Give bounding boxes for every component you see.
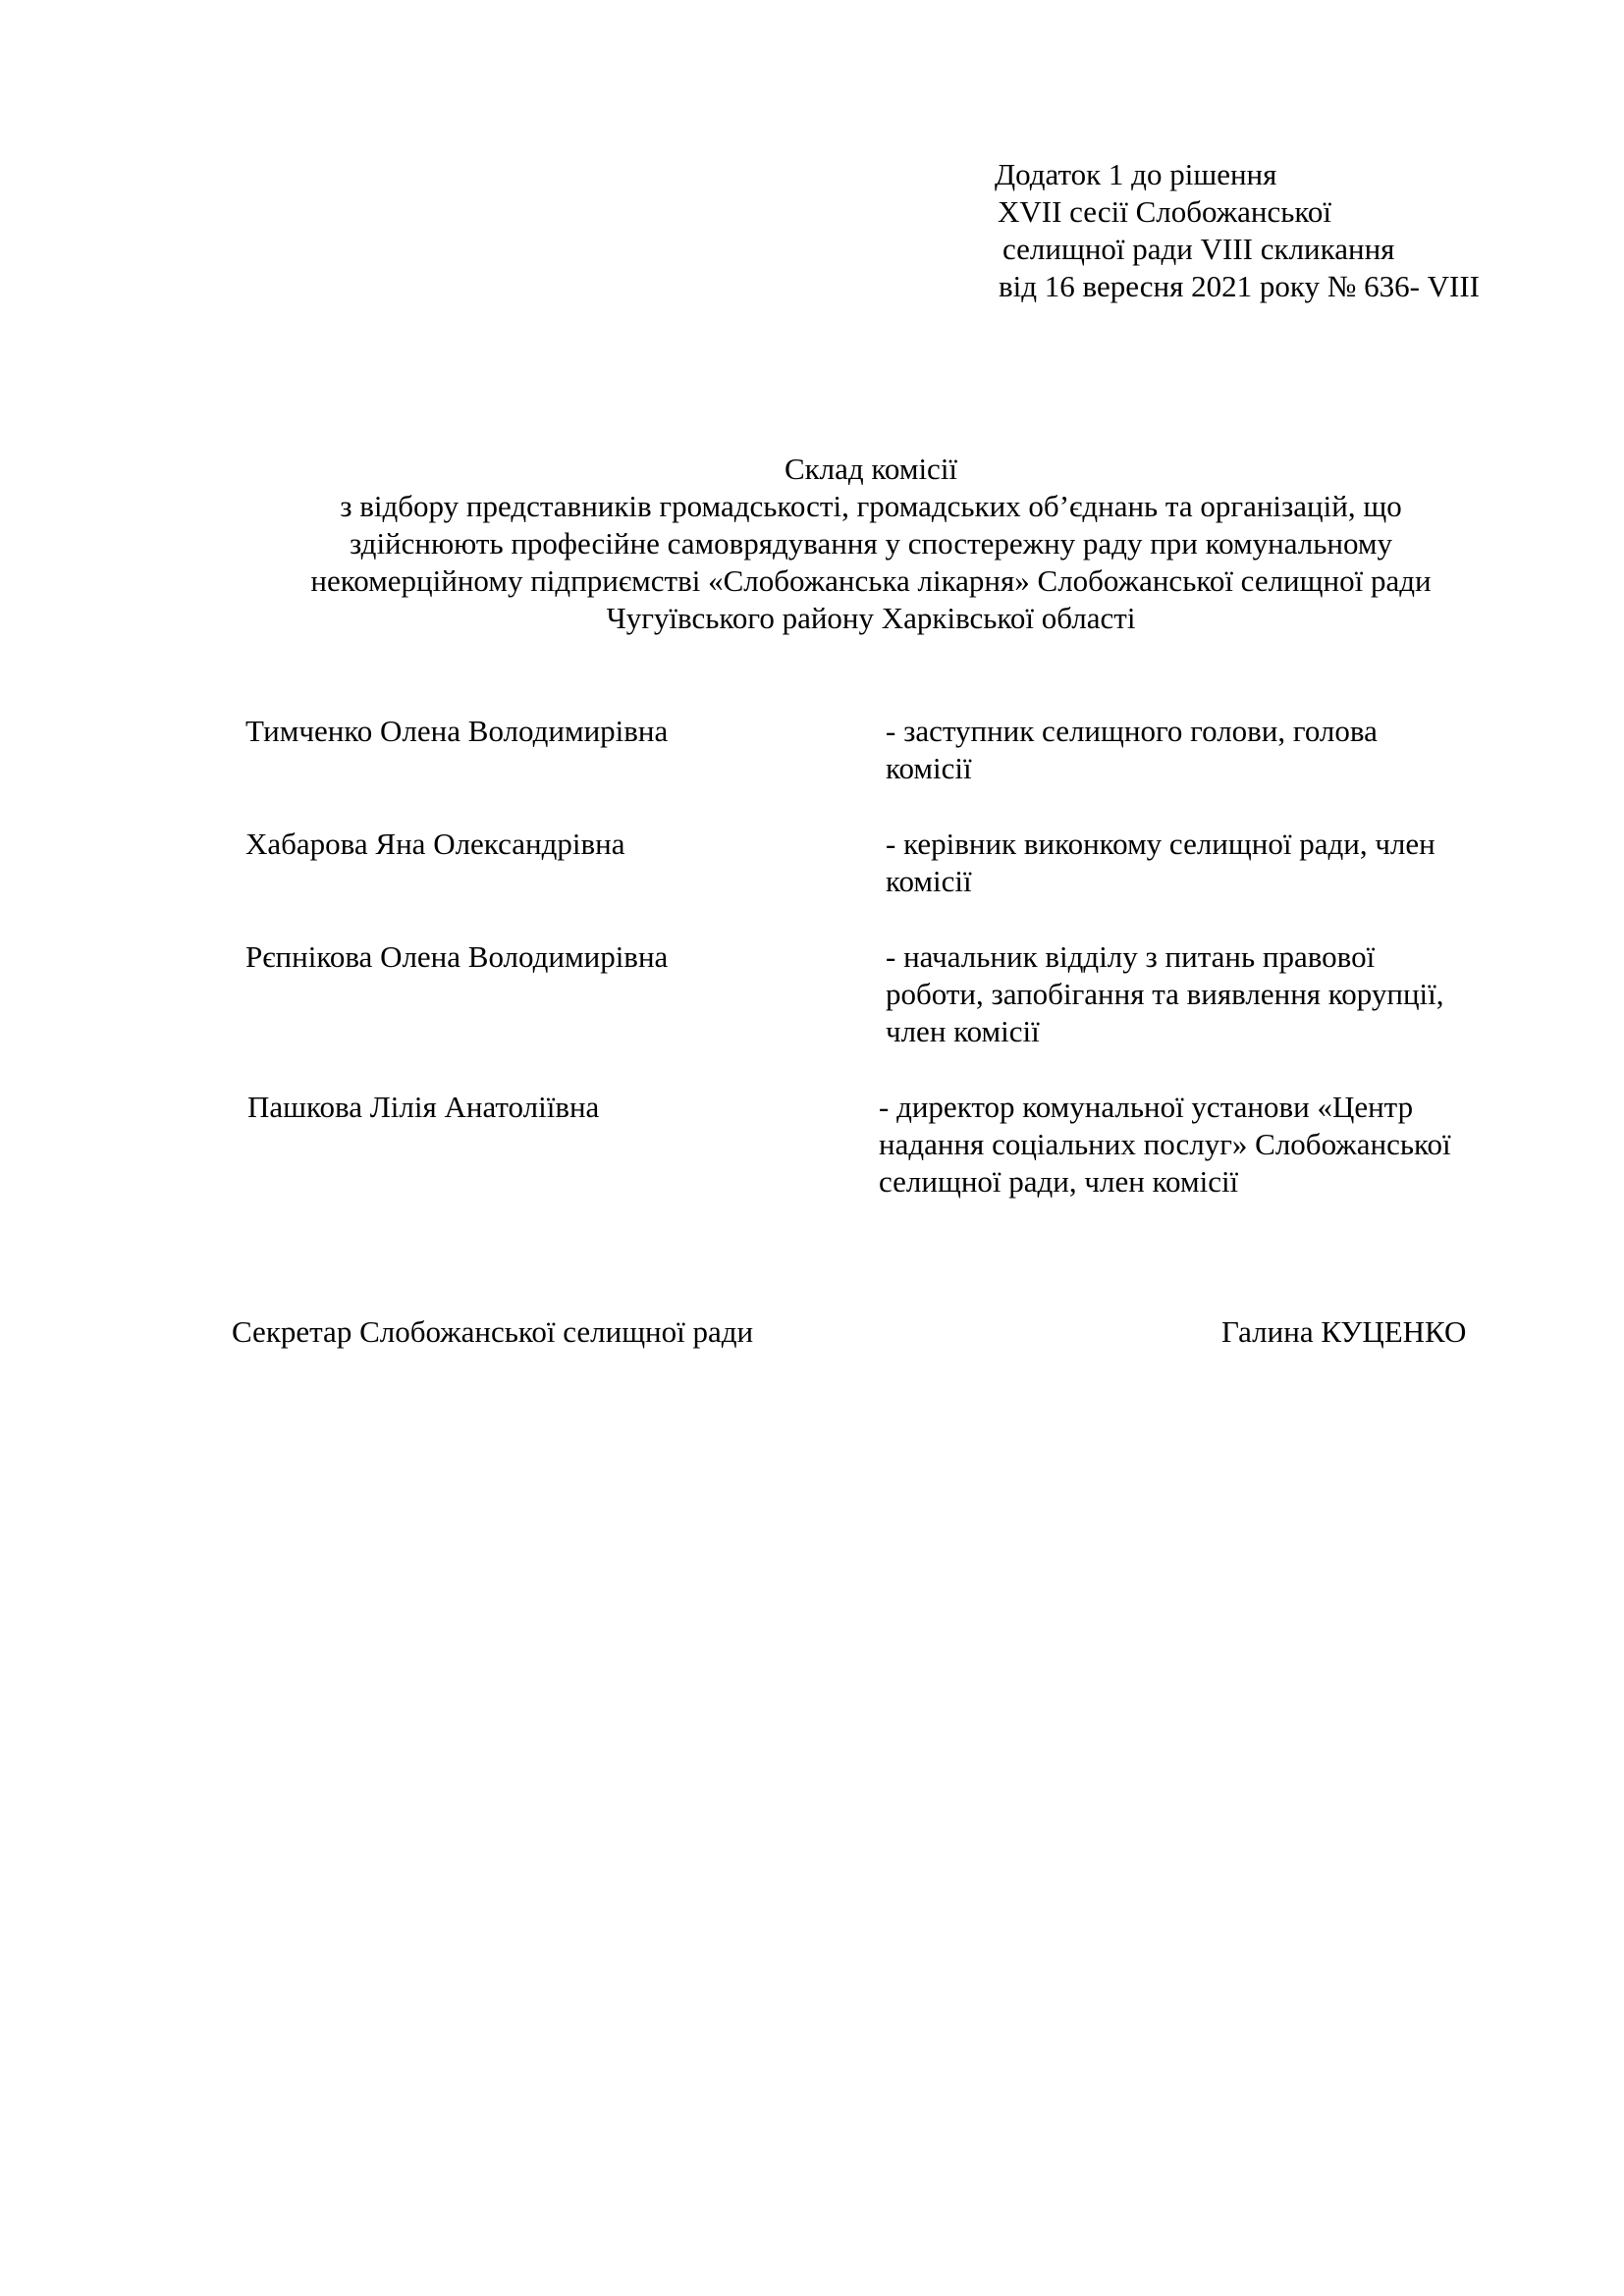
- annex-header: [995, 156, 1584, 305]
- member-role-line: селищної ради, член комісії: [879, 1164, 1239, 1199]
- member-row: [245, 938, 1522, 1050]
- member-name: Хабарова Яна Олександрівна: [245, 827, 625, 861]
- member-role-line: комісії: [886, 751, 972, 785]
- member-role-line: - керівник виконкому селищної ради, член: [886, 827, 1435, 861]
- title-line: з відбору представників громадськості, громадських об’єднань та організацій, що: [340, 489, 1402, 523]
- member-role-line: - заступник селищного голови, голова: [886, 714, 1378, 748]
- member-row: [245, 1089, 1522, 1201]
- annex-line: XVII сесії Слобожанської: [998, 194, 1331, 229]
- member-role: [886, 938, 1524, 1050]
- member-role: [886, 826, 1524, 900]
- member-row: [245, 826, 1522, 900]
- member-role-line: комісії: [886, 864, 972, 898]
- document-title: [196, 451, 1545, 637]
- annex-line: Додаток 1 до рішення: [995, 157, 1277, 191]
- title-line: здійснюють професійне самоврядування у спостережну раду при комунальному: [349, 526, 1392, 561]
- member-role: [886, 713, 1524, 787]
- member-name: Тимченко Олена Володимирівна: [245, 714, 669, 748]
- members-list: [245, 713, 1522, 1239]
- member-role-line: роботи, запобігання та виявлення корупції,: [886, 977, 1444, 1011]
- signatory-title: Секретар Слобожанської селищної ради: [232, 1314, 754, 1349]
- annex-line: селищної ради VIII скликання: [1002, 232, 1395, 266]
- title-line: Чугуївського району Харківської області: [606, 601, 1136, 635]
- member-role-line: - начальник відділу з питань правової: [886, 939, 1376, 974]
- signature-block: [232, 1313, 1508, 1353]
- member-name: Пашкова Лілія Анатоліївна: [247, 1090, 600, 1124]
- member-role-line: член комісії: [886, 1014, 1040, 1048]
- member-role: [879, 1089, 1517, 1201]
- member-role-line: - директор комунальної установи «Центр: [879, 1090, 1414, 1124]
- annex-line: від 16 вересня 2021 року № 636- VIII: [999, 269, 1481, 303]
- member-row: [245, 713, 1522, 787]
- signatory-name: Галина КУЦЕНКО: [1221, 1314, 1467, 1349]
- title-heading: Склад комісії: [784, 452, 958, 486]
- member-role-line: надання соціальних послуг» Слобожанської: [879, 1127, 1451, 1161]
- title-line: некомерційному підприємстві «Слобожанська лікарня» Слобожанської селищної ради: [310, 563, 1432, 598]
- member-name: Рєпнікова Олена Володимирівна: [245, 939, 669, 974]
